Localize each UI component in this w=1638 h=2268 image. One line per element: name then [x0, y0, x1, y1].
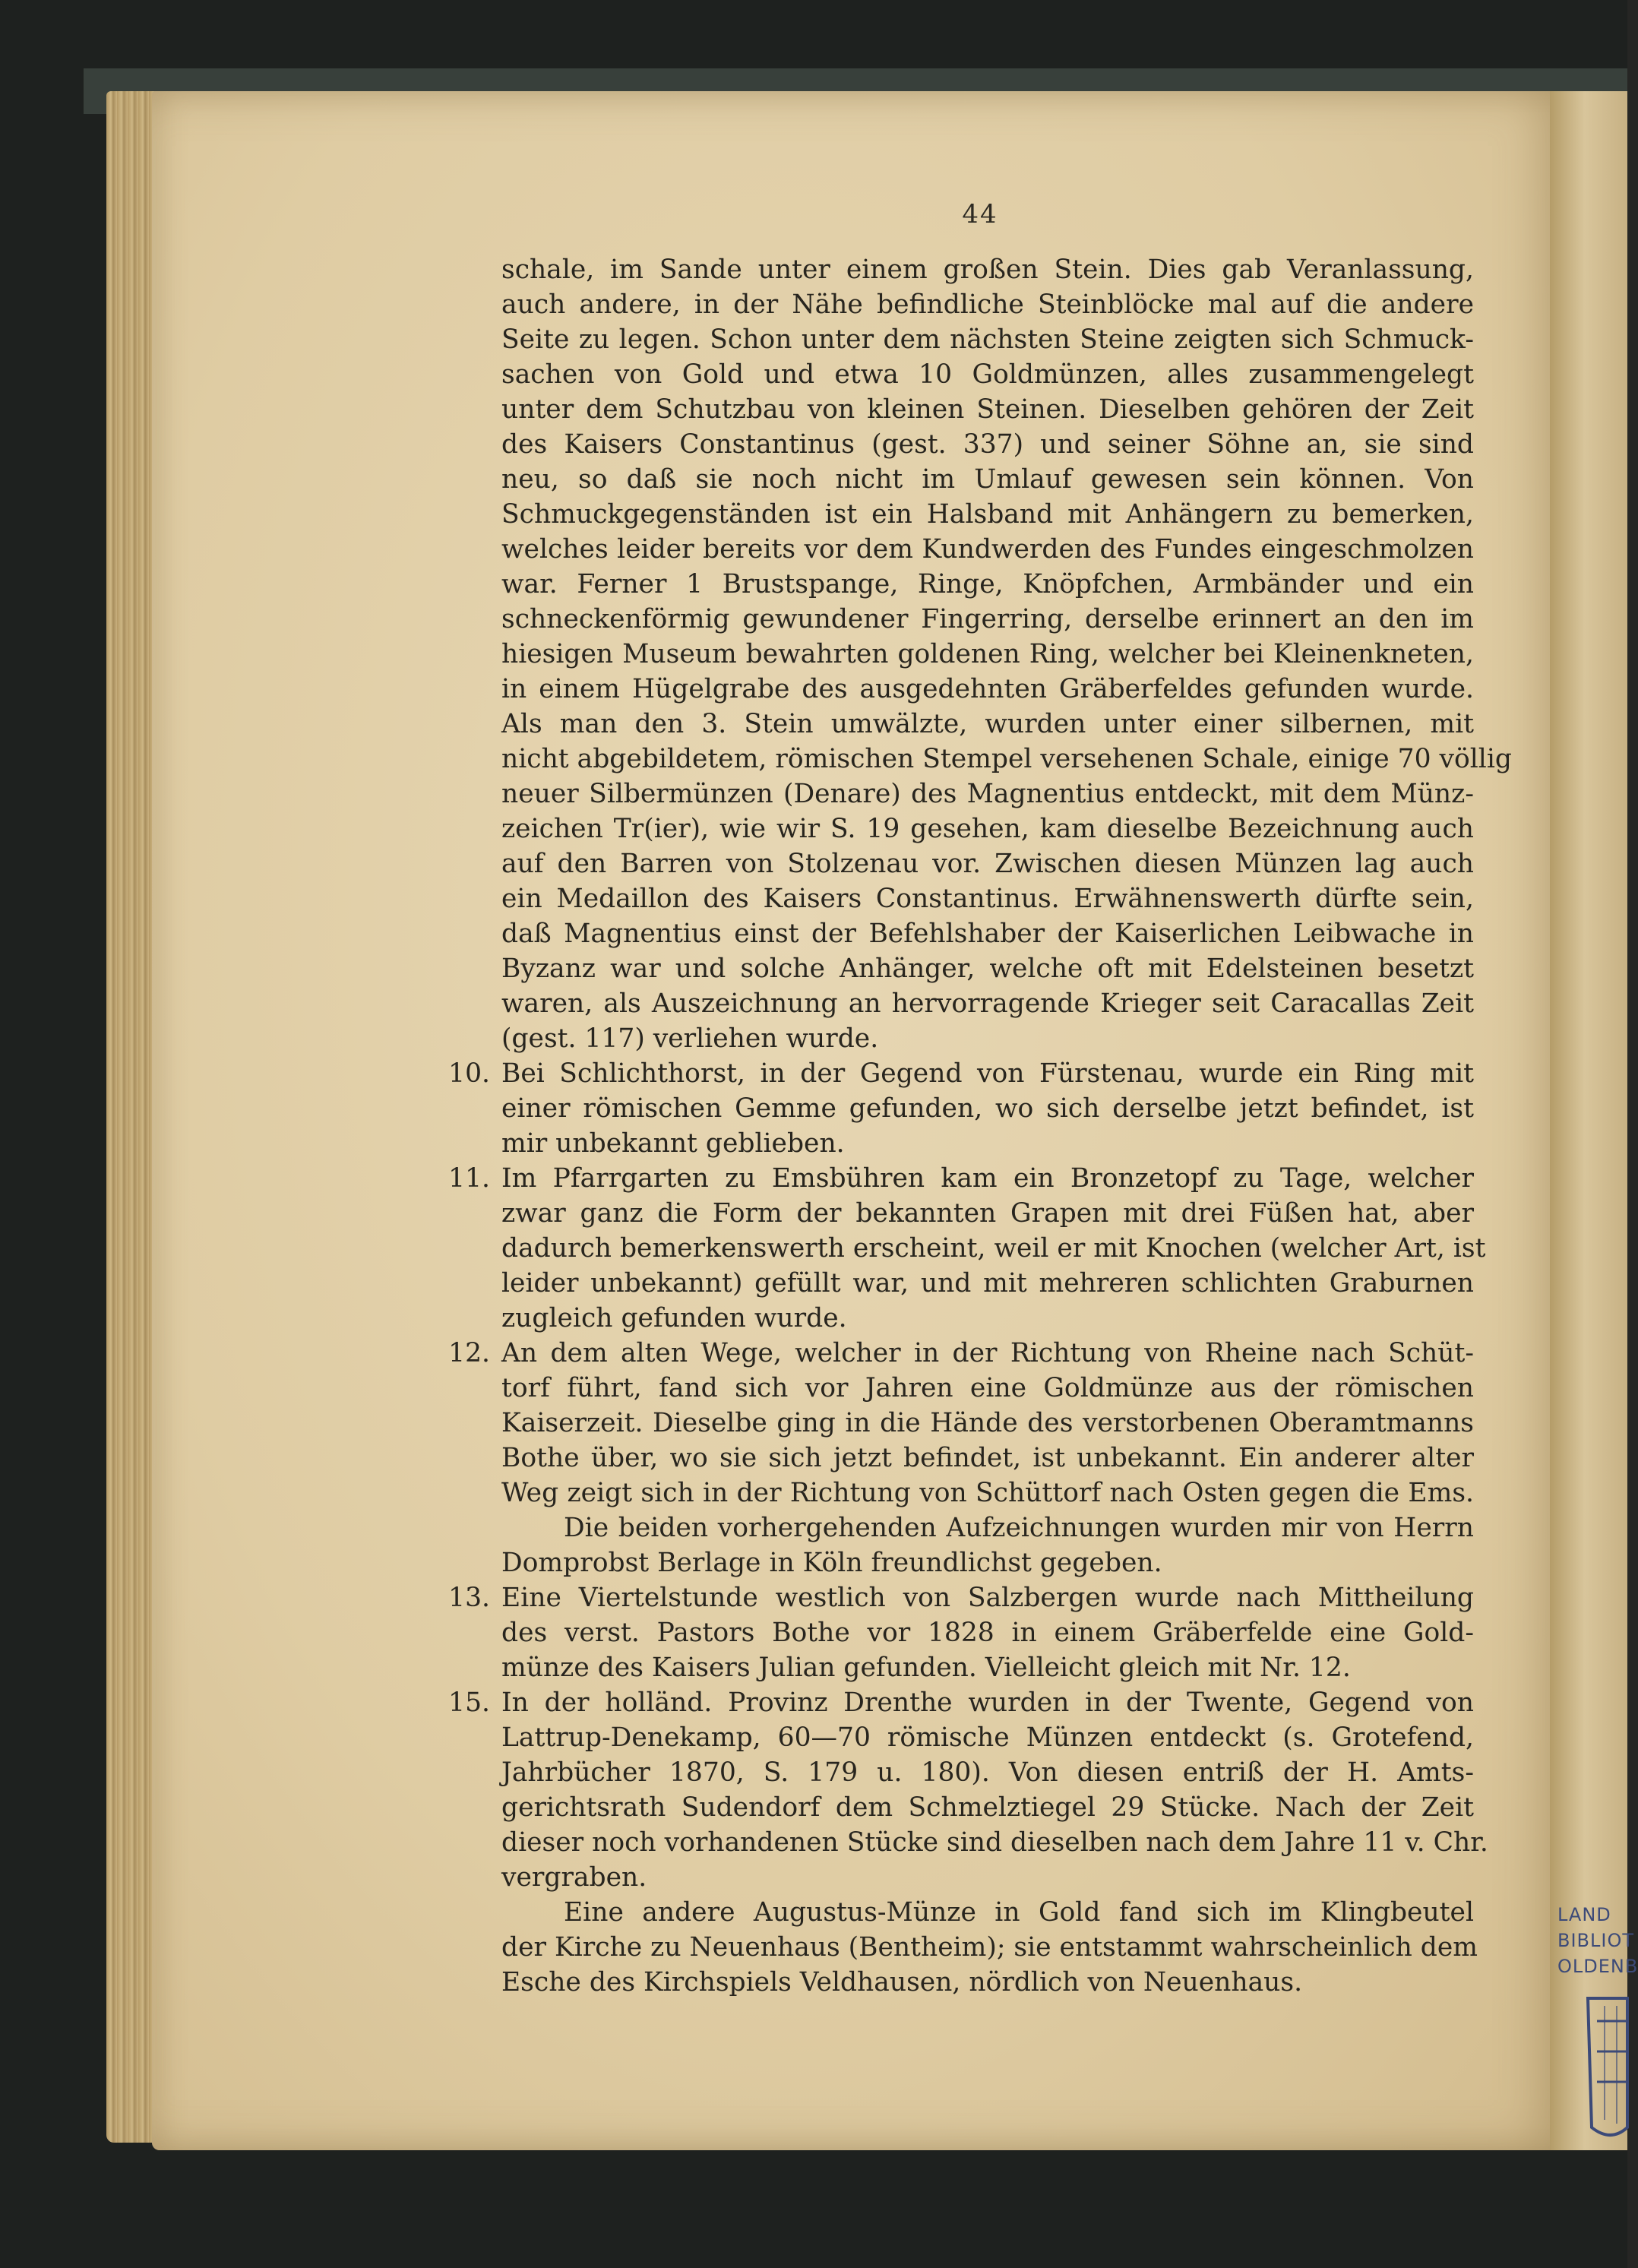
- text-row: [501, 1650, 1474, 1685]
- text-line: Jahrbücher 1870, S. 179 u. 180). Von diesen entriß der H. Amts-: [501, 1757, 1474, 1788]
- text-row: [501, 916, 1474, 951]
- text-row: [448, 1580, 1474, 1615]
- text-row: [501, 497, 1474, 532]
- text-row: [448, 1336, 1474, 1371]
- text-row: [501, 1196, 1474, 1231]
- text-line: Kaiserzeit. Dieselbe ging in die Hände des verstorbenen Oberamtmanns: [501, 1408, 1474, 1438]
- text-row: [501, 1930, 1478, 1965]
- text-row: [501, 1720, 1474, 1755]
- text-row: [501, 1545, 1474, 1580]
- text-line: in einem Hügelgrabe des ausgedehnten Gräberfeldes gefunden wurde.: [501, 674, 1474, 704]
- text-line: welches leider bereits vor dem Kundwerden des Fundes eingeschmolzen: [501, 534, 1474, 565]
- text-line: daß Magnentius einst der Befehlshaber der Kaiserlichen Leibwache in: [501, 919, 1474, 949]
- text-row: [501, 846, 1474, 881]
- text-line: Als man den 3. Stein umwälzte, wurden unter einer silbernen, mit: [501, 709, 1474, 739]
- text-line: Bothe über, wo sie sich jetzt befindet, ist unbekannt. Ein anderer alter: [501, 1443, 1474, 1473]
- text-row: [501, 637, 1474, 672]
- text-line: nicht abgebildetem, römischen Stempel versehenen Schale, einige 70 völlig: [501, 744, 1512, 774]
- text-row: [501, 357, 1474, 392]
- text-row: [448, 1056, 1474, 1091]
- text-row: [501, 811, 1474, 846]
- text-line: des Kaisers Constantinus (gest. 337) und seiner Söhne an, sie sind: [501, 429, 1474, 460]
- text-line: Eine Viertelstunde westlich von Salzbergen wurde nach Mittheilung: [501, 1583, 1474, 1613]
- text-row: [501, 427, 1474, 462]
- text-row: [448, 1685, 1474, 1720]
- stamp-line-2: BIBLIOT: [1557, 1930, 1635, 1951]
- text-row: [501, 742, 1512, 777]
- entry-number: 12.: [448, 1338, 490, 1368]
- text-row: [501, 1266, 1474, 1301]
- text-line: schale, im Sande unter einem großen Stein. Dies gab Veranlassung,: [501, 255, 1474, 285]
- text-line: zeichen Tr(ier), wie wir S. 19 gesehen, kam dieselbe Bezeichnung auch: [501, 814, 1474, 844]
- text-line: unter dem Schutzbau von kleinen Steinen. Dieselben gehören der Zeit: [501, 394, 1474, 425]
- entry-number: 15.: [448, 1688, 490, 1718]
- text-line: auch andere, in der Nähe befindliche Steinblöcke mal auf die andere: [501, 289, 1474, 320]
- text-row: [501, 1895, 1474, 1930]
- text-line: Byzanz war und solche Anhänger, welche oft mit Edelsteinen besetzt: [501, 954, 1474, 984]
- text-row: [501, 1406, 1474, 1441]
- text-row: [501, 1860, 1474, 1895]
- text-line: zwar ganz die Form der bekannten Grapen mit drei Füßen hat, aber: [501, 1198, 1474, 1229]
- text-line: hiesigen Museum bewahrten goldenen Ring, welcher bei Kleinenkneten,: [501, 639, 1474, 669]
- text-line: der Kirche zu Neuenhaus (Bentheim); sie entstammt wahrscheinlich dem: [501, 1932, 1478, 1963]
- text-row: [501, 322, 1474, 357]
- text-line: auf den Barren von Stolzenau vor. Zwischen diesen Münzen lag auch: [501, 849, 1474, 879]
- book-gutter: [1550, 91, 1627, 2150]
- text-line: Eine andere Augustus-Münze in Gold fand sich im Klingbeutel: [564, 1897, 1474, 1928]
- text-line: torf führt, fand sich vor Jahren eine Goldmünze aus der römischen: [501, 1373, 1474, 1403]
- text-line: Weg zeigt sich in der Richtung von Schüttorf nach Osten gegen die Ems.: [501, 1478, 1474, 1508]
- text-line: An dem alten Wege, welcher in der Richtung von Rheine nach Schüt-: [501, 1338, 1474, 1368]
- text-row: [501, 287, 1474, 322]
- text-line: vergraben.: [501, 1862, 647, 1893]
- text-line: münze des Kaisers Julian gefunden. Vielleicht gleich mit Nr. 12.: [501, 1653, 1351, 1683]
- text-line: leider unbekannt) gefüllt war, und mit mehreren schlichten Graburnen: [501, 1268, 1474, 1298]
- text-line: des verst. Pastors Bothe vor 1828 in einem Gräberfelde eine Gold-: [501, 1618, 1474, 1648]
- text-row: [501, 392, 1474, 427]
- page-text-block: [448, 252, 1512, 2000]
- text-row: [501, 567, 1474, 602]
- library-stamp: [1557, 1899, 1638, 2143]
- text-line: zugleich gefunden wurde.: [501, 1303, 847, 1333]
- text-row: [501, 951, 1474, 986]
- text-line: Seite zu legen. Schon unter dem nächsten Steine zeigten sich Schmuck-: [501, 324, 1474, 355]
- text-line: ein Medaillon des Kaisers Constantinus. Erwähnenswerth dürfte sein,: [501, 884, 1474, 914]
- text-line: Bei Schlichthorst, in der Gegend von Fürstenau, wurde ein Ring mit: [501, 1058, 1474, 1089]
- text-row: [501, 1441, 1474, 1476]
- text-row: [501, 1825, 1488, 1860]
- text-row: [501, 1755, 1474, 1790]
- text-row: [501, 1615, 1474, 1650]
- text-row: [501, 1476, 1474, 1510]
- text-row: [501, 1790, 1474, 1825]
- text-row: [501, 707, 1474, 742]
- entry-number: 13.: [448, 1583, 490, 1613]
- text-line: gerichtsrath Sudendorf dem Schmelztiegel 29 Stücke. Nach der Zeit: [501, 1792, 1474, 1823]
- text-row: [501, 1231, 1486, 1266]
- text-line: waren, als Auszeichnung an hervorragende Krieger seit Caracallas Zeit: [501, 988, 1474, 1019]
- text-row: [501, 602, 1474, 637]
- text-row: [448, 1161, 1474, 1196]
- text-line: Schmuckgegenständen ist ein Halsband mit Anhängern zu bemerken,: [501, 499, 1474, 530]
- text-line: einer römischen Gemme gefunden, wo sich derselbe jetzt befindet, ist: [501, 1093, 1474, 1124]
- text-line: (gest. 117) verliehen wurde.: [501, 1023, 879, 1054]
- text-line: In der holländ. Provinz Drenthe wurden in der Twente, Gegend von: [501, 1688, 1474, 1718]
- text-row: [501, 1021, 1474, 1056]
- text-line: Domprobst Berlage in Köln freundlichst gegeben.: [501, 1548, 1162, 1578]
- text-row: [501, 881, 1474, 916]
- text-line: Esche des Kirchspiels Veldhausen, nördlich von Neuenhaus.: [501, 1967, 1303, 1998]
- text-row: [501, 1510, 1474, 1545]
- text-row: [501, 1126, 1474, 1161]
- text-row: [501, 252, 1474, 287]
- text-line: Im Pfarrgarten zu Emsbühren kam ein Bronzetopf zu Tage, welcher: [501, 1163, 1474, 1194]
- page-number: 44: [962, 199, 998, 229]
- text-line: Lattrup-Denekamp, 60—70 römische Münzen entdeckt (s. Grotefend,: [501, 1722, 1474, 1753]
- text-row: [501, 1371, 1474, 1406]
- text-row: [501, 986, 1474, 1021]
- text-line: mir unbekannt geblieben.: [501, 1128, 845, 1159]
- text-row: [501, 672, 1474, 707]
- text-row: [501, 1091, 1474, 1126]
- entry-number: 11.: [448, 1163, 490, 1194]
- text-line: Die beiden vorhergehenden Aufzeichnungen wurden mir von Herrn: [564, 1513, 1474, 1543]
- text-line: dadurch bemerkenswerth erscheint, weil er mit Knochen (welcher Art, ist: [501, 1233, 1486, 1264]
- text-line: neu, so daß sie noch nicht im Umlauf gewesen sein können. Von: [501, 464, 1474, 495]
- text-row: [501, 1965, 1474, 2000]
- text-row: [501, 777, 1474, 811]
- stamp-line-1: LAND: [1557, 1904, 1611, 1925]
- text-row: [501, 462, 1474, 497]
- entry-number: 10.: [448, 1058, 490, 1089]
- text-line: schneckenförmig gewundener Fingerring, derselbe erinnert an den im: [501, 604, 1474, 634]
- text-line: war. Ferner 1 Brustspange, Ringe, Knöpfchen, Armbänder und ein: [501, 569, 1474, 599]
- text-line: sachen von Gold und etwa 10 Goldmünzen, alles zusammengelegt: [501, 359, 1474, 390]
- text-line: neuer Silbermünzen (Denare) des Magnentius entdeckt, mit dem Münz-: [501, 779, 1474, 809]
- text-row: [501, 1301, 1474, 1336]
- text-line: dieser noch vorhandenen Stücke sind dieselben nach dem Jahre 11 v. Chr.: [501, 1827, 1488, 1858]
- text-row: [501, 532, 1474, 567]
- stamp-line-3: OLDENB: [1557, 1956, 1638, 1977]
